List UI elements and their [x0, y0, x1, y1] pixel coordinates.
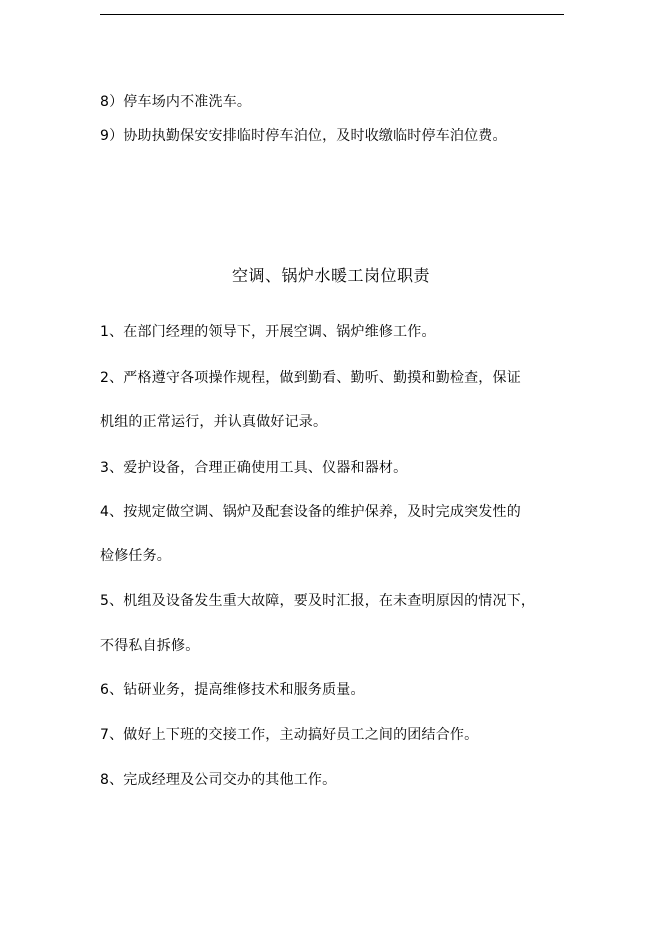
- duty-line-6: 6、钻研业务，提高维修技术和服务质量。: [100, 682, 365, 698]
- duty-line-7: 7、做好上下班的交接工作，主动搞好员工之间的团结合作。: [100, 727, 479, 743]
- list-item-parking-temp-spaces: 9）协助执勤保安安排临时停车泊位，及时收缴临时停车泊位费。: [100, 128, 507, 144]
- duty-line-4-cont: 检修任务。: [100, 548, 171, 564]
- header-rule: [100, 14, 564, 15]
- duty-line-2: 2、严格遵守各项操作规程，做到勤看、勤听、勤摸和勤检查，保证: [100, 370, 521, 386]
- duty-line-5: 5、机组及设备发生重大故障，要及时汇报，在未查明原因的情况下，: [100, 593, 536, 609]
- list-item-parking-no-wash: 8）停车场内不准洗车。: [100, 94, 252, 110]
- duty-line-5-cont: 不得私自拆修。: [100, 638, 200, 654]
- duty-line-8: 8、完成经理及公司交办的其他工作。: [100, 772, 337, 788]
- section-title: 空调、锅炉水暖工岗位职责: [231, 266, 430, 285]
- duty-line-1: 1、在部门经理的领导下，开展空调、锅炉维修工作。: [100, 324, 436, 340]
- duty-line-3: 3、爱护设备，合理正确使用工具、仪器和器材。: [100, 460, 408, 476]
- duty-line-4: 4、按规定做空调、锅炉及配套设备的维护保养，及时完成突发性的: [100, 504, 521, 520]
- duty-line-2-cont: 机组的正常运行，并认真做好记录。: [100, 414, 328, 430]
